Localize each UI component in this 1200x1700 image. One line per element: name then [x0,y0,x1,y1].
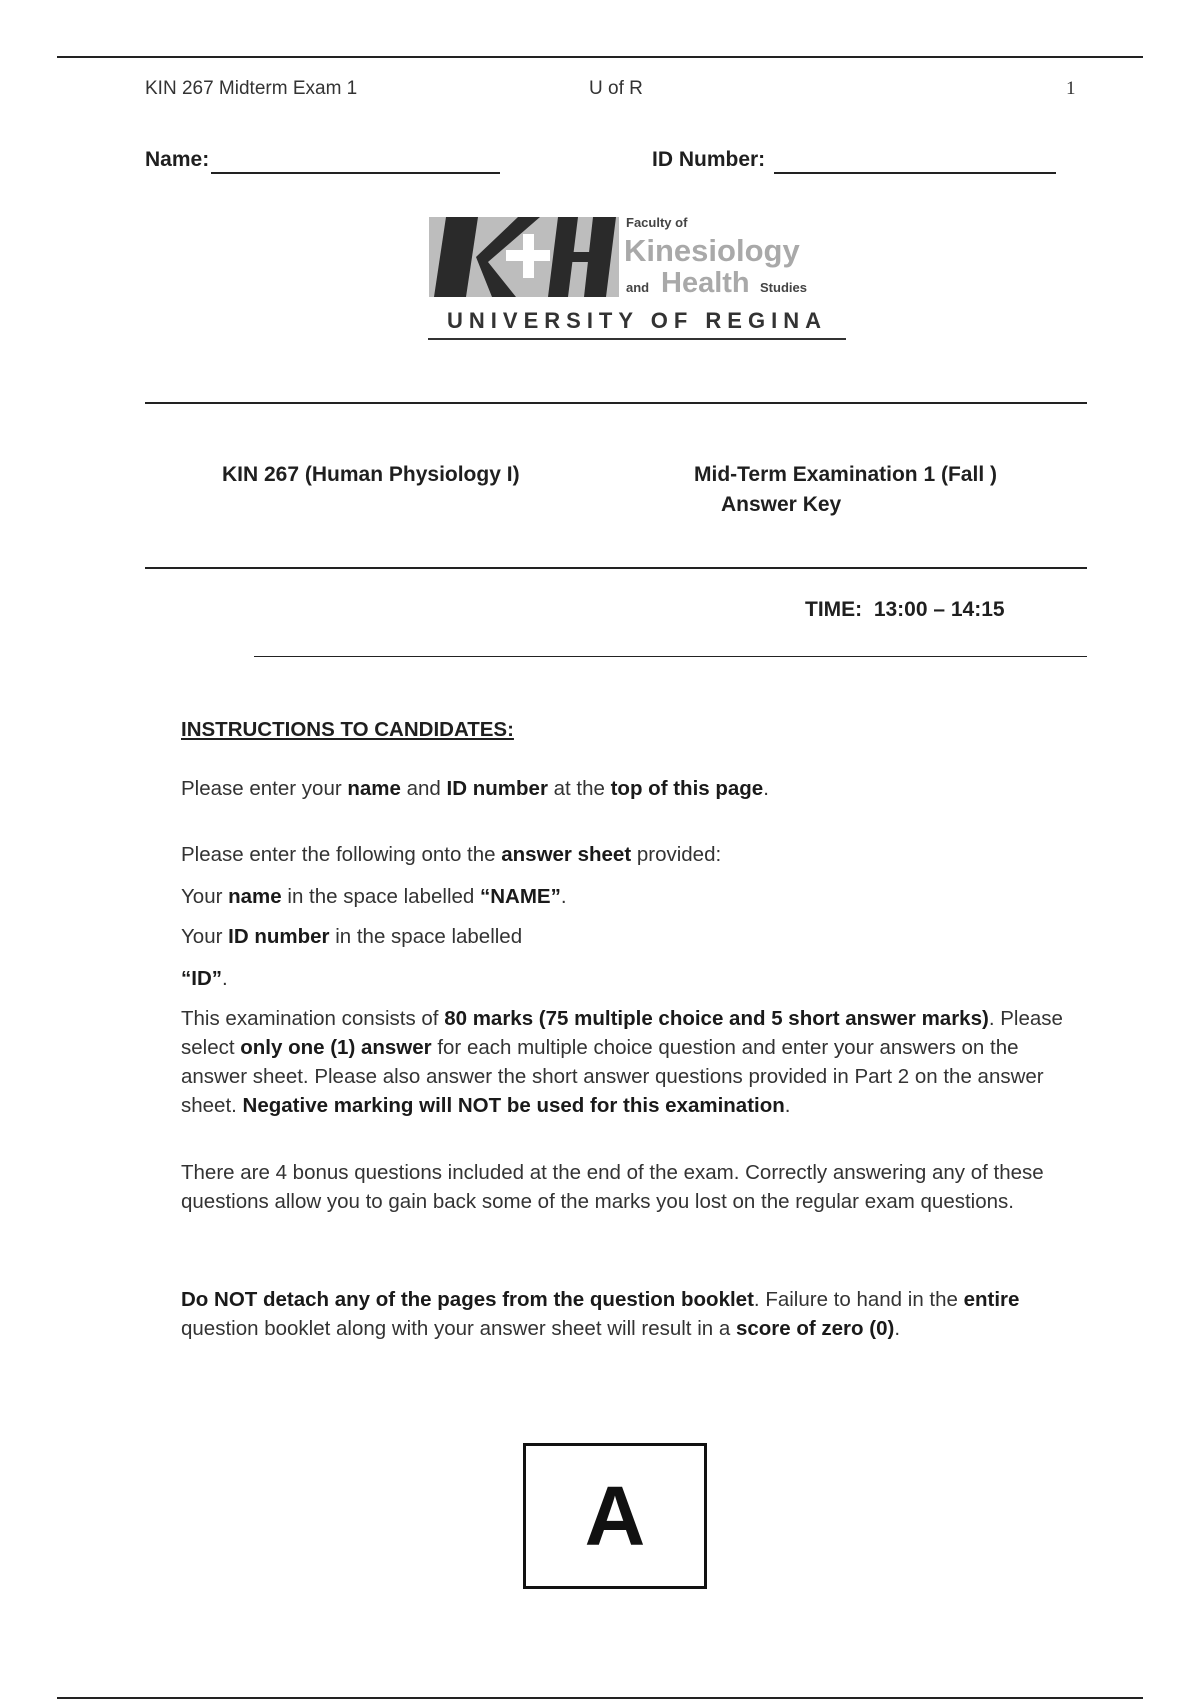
answer-key-label: Answer Key [721,493,842,516]
instruction-bonus: There are 4 bonus questions included at the end of the exam. Correctly answering any of these questions allow you to gain back some of the marks you lost on the regular exam questions. [181,1161,1044,1213]
logo-health: Health [661,267,750,299]
exam-version-letter: A [584,1468,646,1563]
bottom-page-rule [57,1697,1143,1699]
id-number-field[interactable] [774,172,1056,174]
name-label: Name: [145,148,210,171]
header-course: KIN 267 Midterm Exam 1 [145,78,358,99]
logo-and: and [626,280,650,295]
logo-university-name: UNIVERSITY OF REGINA [447,308,827,333]
university-logo [428,212,848,344]
instructions-heading: INSTRUCTIONS TO CANDIDATES: [181,718,514,741]
instruction-id-space: Your ID number in the space labelled [181,925,523,948]
page-number: 1 [1066,78,1076,99]
top-page-rule [57,56,1143,58]
instruction-marks: This examination consists of 80 marks (75 multiple choice and 5 short answer marks). Please select only one (1) answer for each multiple choice question and enter your answers on the answer sheet. Please also answer the short answer questions provided in Part 2 on the answer sheet. Negative marking will NOT be used for this examination. [181,1007,1063,1117]
course-block-top-rule [145,402,1087,404]
exam-time: TIME: 13:00 – 14:15 [805,598,1005,621]
name-field[interactable] [211,172,500,174]
header-university: U of R [589,78,643,99]
logo-faculty-of: Faculty of [626,215,688,230]
instruction-name-space: Your name in the space labelled “NAME”. [181,885,567,908]
time-rule [254,656,1087,657]
instruction-id-label: “ID”. [181,967,228,990]
logo-kinesiology: Kinesiology [624,233,800,268]
id-number-label: ID Number: [652,148,766,171]
logo-studies: Studies [760,280,807,295]
instruction-do-not-detach: Do NOT detach any of the pages from the question booklet. Failure to hand in the entire question booklet along with your answer sheet will result in a score of zero (0). [181,1288,1020,1340]
logo-underline [428,338,846,340]
exam-version-box [523,1443,707,1589]
course-title: KIN 267 (Human Physiology I) [222,463,520,486]
instruction-answer-sheet: Please enter the following onto the answer sheet provided: [181,843,722,866]
course-block-bottom-rule [145,567,1087,569]
exam-title: Mid-Term Examination 1 (Fall ) [694,463,997,486]
instruction-name-id: Please enter your name and ID number at the top of this page. [181,777,769,800]
